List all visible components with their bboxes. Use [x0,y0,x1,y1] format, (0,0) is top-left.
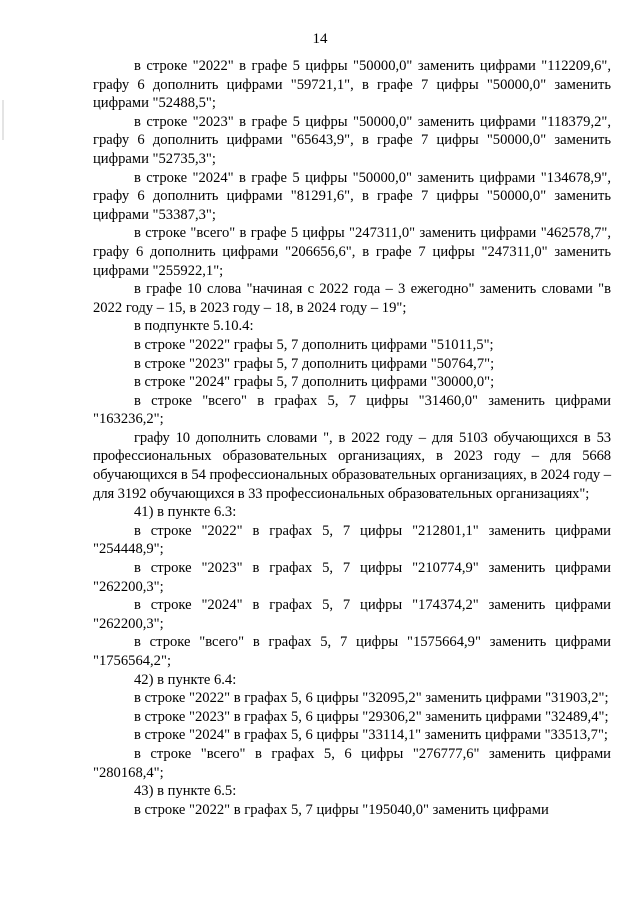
page-number: 14 [312,31,328,47]
paragraph: в строке "всего" в графе 5 цифры "247311,0" заменить цифрами "462578,7", графу 6 дополнить цифрами "206656,6", в графе 7 цифры "247311,0" заменить цифрами "255922,1"; [93,225,611,279]
scan-edge-mark [2,100,4,140]
paragraph: 43) в пункте 6.5: [134,783,237,800]
paragraph: в строке "2023" в графах 5, 6 цифры "29306,2" заменить цифрами "32489,4"; [134,708,609,725]
paragraph: в строке "2023" в графах 5, 7 цифры "210774,9" заменить цифрами "262200,3"; [93,560,611,595]
paragraph: в строке "2022" в графе 5 цифры "50000,0" заменить цифрами "112209,6", графу 6 дополнить цифрами "59721,1", в графе 7 цифры "50000,0" заменить цифрами "52488,5"; [93,58,611,112]
document-body [93,57,611,819]
paragraph: в строке "2022" в графах 5, 7 цифры "195040,0" заменить цифрами [134,801,549,818]
paragraph: в графе 10 слова "начиная с 2022 года – 3 ежегодно" заменить словами "в 2022 году – 15, в 2023 году – 18, в 2024 году – 19"; [93,281,611,316]
paragraph: в строке "2022" в графах 5, 7 цифры "212801,1" заменить цифрами "254448,9"; [93,522,611,558]
paragraph: в строке "2024" в графах 5, 7 цифры "174374,2" заменить цифрами "262200,3"; [93,597,611,632]
paragraph: в подпункте 5.10.4: [134,318,254,335]
paragraph: в строке "всего" в графах 5, 7 цифры "31460,0" заменить цифрами "163236,2"; [93,392,611,428]
paragraph: графу 10 дополнить словами ", в 2022 году – для 5103 обучающихся в 53 профессиональных образовательных организациях, в 2023 году – для 5668 обучающихся в 54 профессиональных образовательных организациях, в 2024 году – для 3192 обучающихся в 33 профессиональных образовательных организациях"; [93,429,611,502]
paragraph: в строке "2024" в графах 5, 6 цифры "33114,1" заменить цифрами "33513,7"; [134,727,608,744]
paragraph: в строке "всего" в графах 5, 7 цифры "1575664,9" заменить цифрами "1756564,2"; [93,634,611,669]
paragraph: в строке "2022" графы 5, 7 дополнить цифрами "51011,5"; [134,336,494,353]
paragraph: в строке "2023" графы 5, 7 дополнить цифрами "50764,7"; [134,355,495,372]
paragraph: в строке "2024" графы 5, 7 дополнить цифрами "30000,0"; [134,374,495,391]
paragraph: 42) в пункте 6.4: [134,671,237,688]
paragraph: в строке "всего" в графах 5, 6 цифры "276777,6" заменить цифрами "280168,4"; [93,745,611,781]
paragraph: в строке "2024" в графе 5 цифры "50000,0" заменить цифрами "134678,9", графу 6 дополнить цифрами "81291,6", в графе 7 цифры "50000,0" заменить цифрами "53387,3"; [93,169,611,223]
paragraph: в строке "2023" в графе 5 цифры "50000,0" заменить цифрами "118379,2", графу 6 дополнить цифрами "65643,9", в графе 7 цифры "50000,0" заменить цифрами "52735,3"; [93,113,611,167]
paragraph: в строке "2022" в графах 5, 6 цифры "32095,2" заменить цифрами "31903,2"; [134,690,609,707]
paragraph: 41) в пункте 6.3: [134,504,237,521]
